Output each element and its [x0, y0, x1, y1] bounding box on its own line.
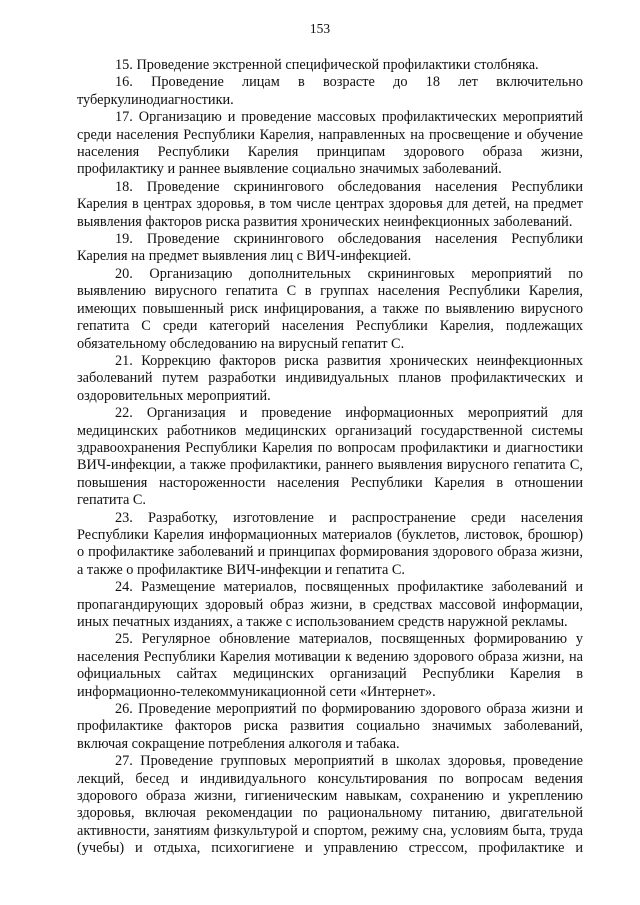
paragraph-item-15: 15. Проведение экстренной специфической профилактики столбняка. [115, 57, 539, 73]
paragraph-item-18: 18. Проведение скринингового обследования населения Республики Карелия в центрах здоровья, в том числе центрах здоровья для детей, на предмет выявления факторов риска развития хронических неинфекционных заболеваний. [77, 178, 583, 230]
paragraph-item-24: 24. Размещение материалов, посвященных профилактике заболеваний и пропагандирующих здоровый образ жизни, в средствах массовой информации, иных печатных изданиях, а также с использованием средств наружной рекламы. [77, 579, 583, 630]
paragraph-item-20: 20. Организацию дополнительных скрининговых мероприятий по выявлению вирусного гепатита С в группах населения Республики Карелия, имеющих повышенный риск инфицирования, а также по выявлению вирусного гепатита С среди категорий населения Республики Карелия, подлежащих обязательному обследованию на вирусный гепатит С. [77, 265, 583, 352]
paragraph-item-16: 16. Проведение лицам в возрасте до 18 лет включительно туберкулинодиагностики. [77, 74, 583, 108]
paragraph-item-25: 25. Регулярное обновление материалов, посвященных формированию у населения Республики Карелия мотивации к ведению здорового образа жизни, на официальных сайтах медицинских организаций Республики Карелия в информационно-телекоммуникационной сети «Интернет». [77, 631, 583, 700]
document-body [77, 57, 583, 858]
paragraph-item-17: 17. Организацию и проведение массовых профилактических мероприятий среди населения Республики Карелия, направленных на просвещение и обучение населения Республики Карелия принципам здорового образа жизни, профилактику и раннее выявление социально значимых заболеваний. [77, 109, 583, 178]
paragraph-item-26: 26. Проведение мероприятий по формированию здорового образа жизни и профилактике факторов риска развития социально значимых заболеваний, включая сокращение потребления алкоголя и табака. [77, 701, 583, 752]
paragraph-item-19: 19. Проведение скринингового обследования населения Республики Карелия на предмет выявления лиц с ВИЧ-инфекцией. [77, 231, 583, 265]
paragraph-item-27: 27. Проведение групповых мероприятий в школах здоровья, проведение лекций, бесед и индивидуального консультирования по вопросам ведения здорового образа жизни, гигиеническим навыкам, сохранению и укреплению здоровья, включая рекомендации по рациональному питанию, двигательной активности, занятиям физкультурой и спортом, режиму сна, условиям быта, труда (учебы) и отдыха, психогигиене и управлению стрессом, профилактике и [77, 753, 583, 857]
paragraph-item-22: 22. Организация и проведение информационных мероприятий для медицинских работников медицинских организаций государственной системы здравоохранения Республики Карелия по вопросам профилактики и диагностики ВИЧ-инфекции, а также профилактики, раннего выявления вирусного гепатита С, повышения настороженности населения Республики Карелия в отношении гепатита С. [77, 405, 583, 509]
paragraph-item-21: 21. Коррекцию факторов риска развития хронических неинфекционных заболеваний путем разработки индивидуальных планов профилактических и оздоровительных мероприятий. [77, 352, 583, 404]
paragraph-item-23: 23. Разработку, изготовление и распространение среди населения Республики Карелия информационных материалов (буклетов, листовок, брошюр) о профилактике заболеваний и принципах формирования здорового образа жизни, а также о профилактике ВИЧ-инфекции и гепатита С. [77, 509, 583, 578]
page-number: 153 [309, 21, 331, 36]
